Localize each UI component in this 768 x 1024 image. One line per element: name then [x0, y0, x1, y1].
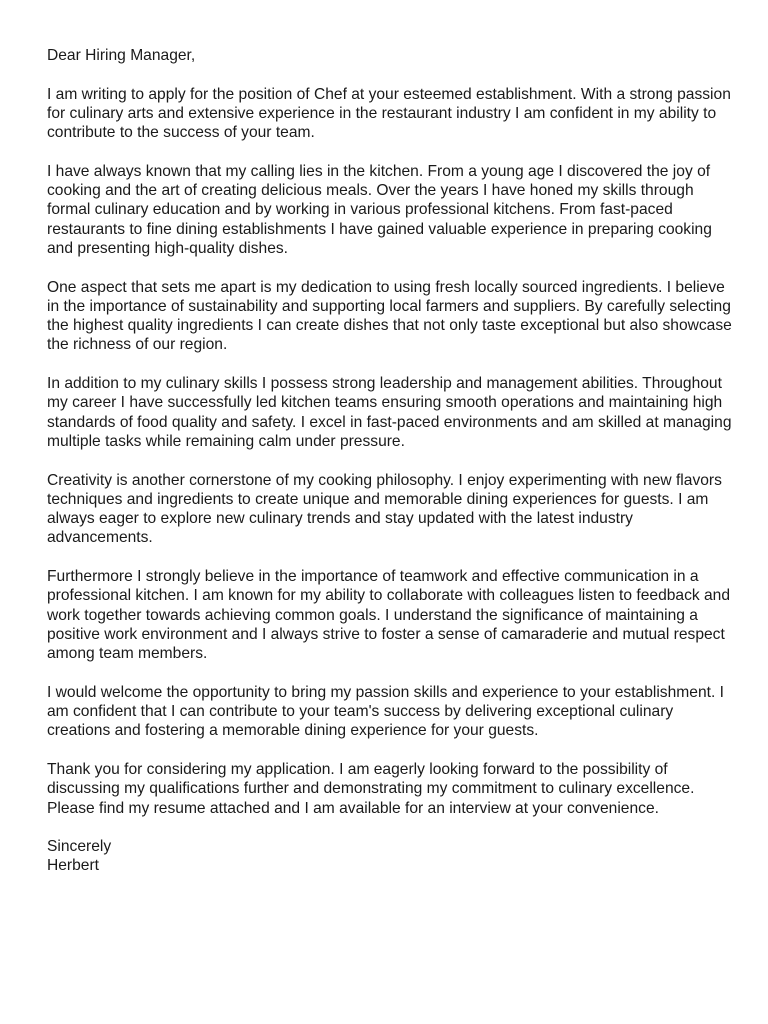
- paragraph-calling: I have always known that my calling lies in the kitchen. From a young age I discovered the joy of cooking and the art of creating delicious meals. Over the years I have honed my skills through formal culinary education and by working in various professional kitchens. From fast-paced restaurants to fine dining establishments I have gained valuable experience in preparing cooking and presenting high-quality dishes.: [47, 162, 712, 257]
- paragraph-thanks: Thank you for considering my application. I am eagerly looking forward to the possibility of discussing my qualifications further and demonstrating my commitment to culinary excellence. Please find my resume attached and I am available for an interview at your convenience.: [47, 760, 695, 817]
- signoff: [47, 837, 737, 876]
- paragraph-teamwork: Furthermore I strongly believe in the importance of teamwork and effective communication in a professional kitchen. I am known for my ability to collaborate with colleagues listen to feedback and work together towards achieving common goals. I understand the significance of maintaining a positive work environment and I always strive to foster a sense of camaraderie and mutual respect among team members.: [47, 568, 731, 663]
- paragraph-intro: I am writing to apply for the position of Chef at your esteemed establishment. With a strong passion for culinary arts and extensive experience in the restaurant industry I am confident in my ability to contribute to the success of your team.: [47, 85, 731, 142]
- paragraph-creativity: Creativity is another cornerstone of my cooking philosophy. I enjoy experimenting with new flavors techniques and ingredients to create unique and memorable dining experiences for guests. I am always eager to explore new culinary trends and stay updated with the latest industry advancements.: [47, 471, 722, 547]
- salutation: Dear Hiring Manager,: [47, 47, 196, 64]
- signature-name: Herbert: [47, 857, 99, 875]
- cover-letter: [47, 46, 737, 876]
- closing: Sincerely: [47, 838, 112, 856]
- paragraph-leadership: In addition to my culinary skills I possess strong leadership and management abilities. Throughout my career I have successfully led kitchen teams ensuring smooth operations and maintaining high standards of food quality and safety. I excel in fast-paced environments and am skilled at managing multiple tasks while remaining calm under pressure.: [47, 375, 732, 450]
- paragraph-ingredients: One aspect that sets me apart is my dedication to using fresh locally sourced ingredients. I believe in the importance of sustainability and supporting local farmers and suppliers. By carefully selecting the highest quality ingredients I can create dishes that not only taste exceptional but also showcase the richness of our region.: [47, 278, 732, 354]
- paragraph-opportunity: I would welcome the opportunity to bring my passion skills and experience to your establishment. I am confident that I can contribute to your team's success by delivering exceptional culinary creations and fostering a memorable dining experience for your guests.: [47, 683, 724, 740]
